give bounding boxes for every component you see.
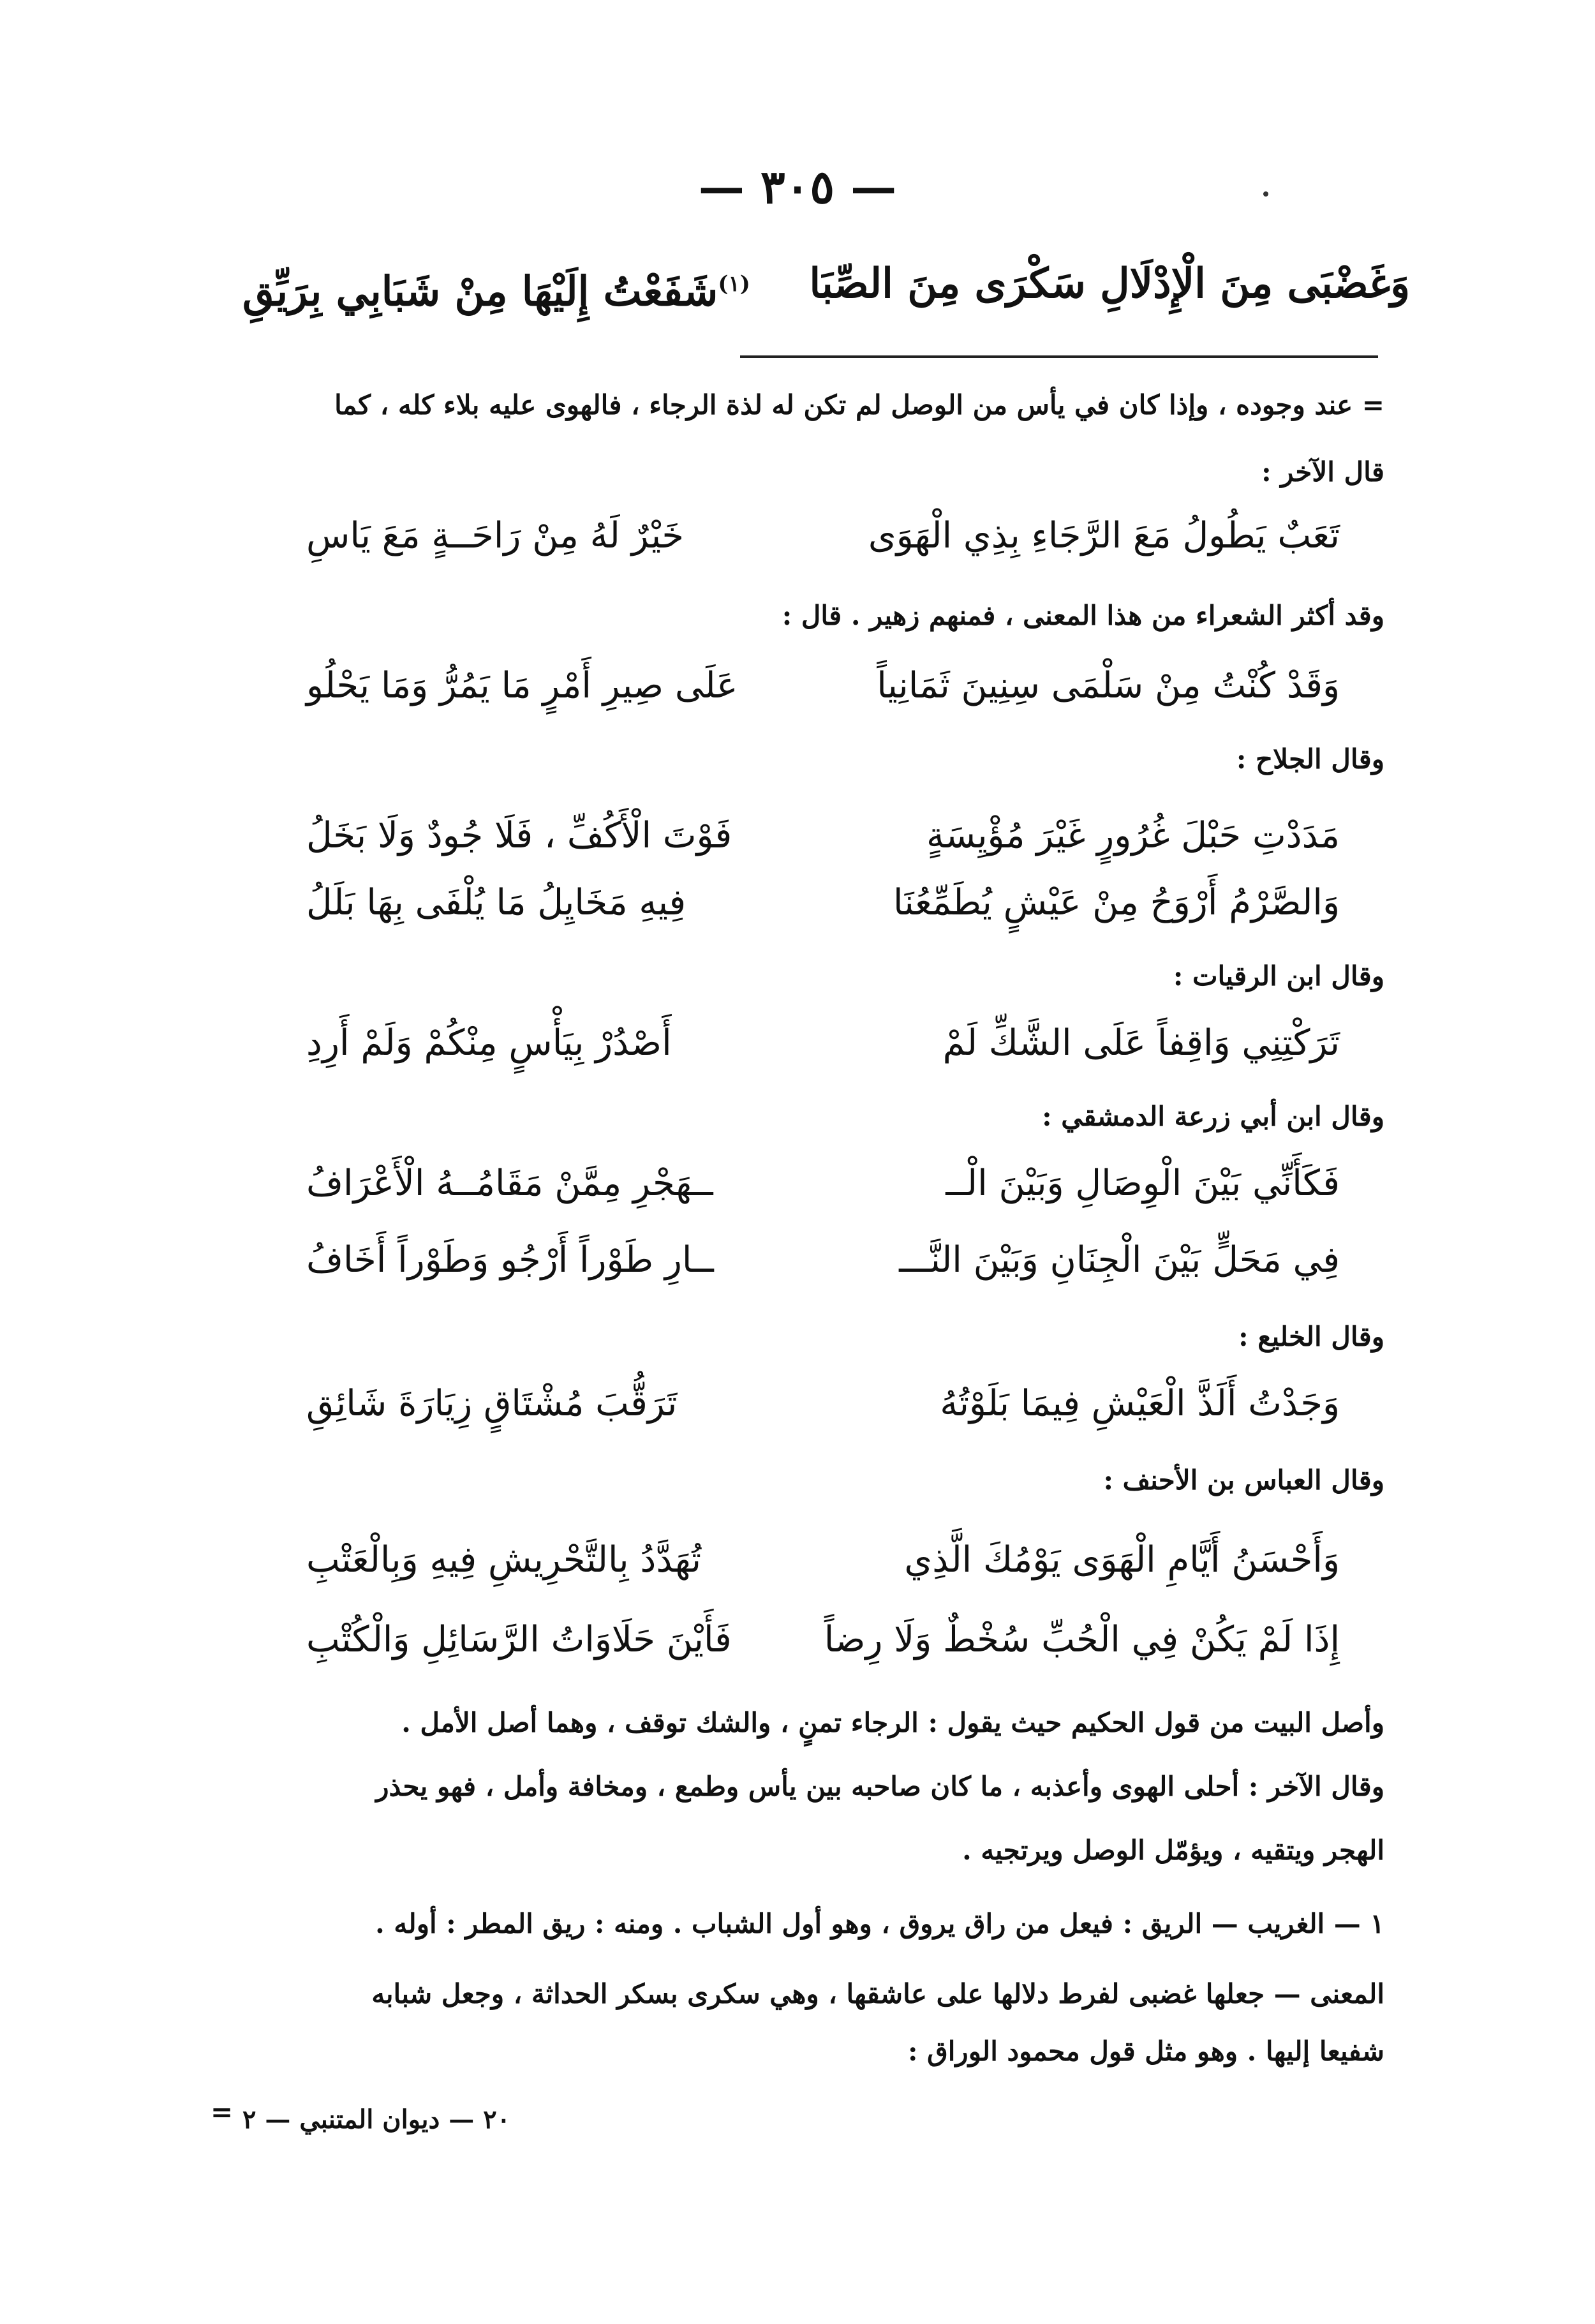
commentary-prose-line: = عند وجوده ، وإذا كان في يأس من الوصل لم تكن له لذة الرجاء ، فالهوى عليه بلاء كله ، كما <box>334 389 1384 421</box>
verse-second-hemistich: فِيهِ مَخَايِلُ مَا يُلْفَى بِهَا بَلَلُ <box>306 882 686 923</box>
verse-first-hemistich: وَقَدْ كُنْتُ مِنْ سَلْمَى سِنِينَ ثَمَانِياً <box>877 665 1340 706</box>
ink-dot <box>1263 191 1268 197</box>
commentary-prose-line: المعنى — جعلها غضبى لفرط دلالها على عاشقها ، وهي سكرى بسكر الحداثة ، وجعل شبابه <box>371 1978 1384 2009</box>
commentary-prose-line: وأصل البيت من قول الحكيم حيث يقول : الرجاء تمنٍ ، والشك توقف ، وهما أصل الأمل . <box>401 1707 1384 1738</box>
commentary-prose-line: وقال الخليع : <box>1238 1321 1384 1352</box>
main-verse-second-text: شَفَعْتُ إِلَيْهَا مِنْ شَبَابِي بِرَيِّقِ <box>242 267 718 316</box>
verse-second-hemistich: ــارِ طَوْراً أَرْجُو وَطَوْراً أَخَافُ <box>306 1239 714 1281</box>
commentary-prose-line: ١ — الغريب — الريق : فيعل من راق يروق ، وهو أول الشباب . ومنه : ريق المطر : أوله . <box>375 1908 1384 1939</box>
verse-second-hemistich: تَرَقُّبَ مُشْتَاقٍ زِيَارَةَ شَائِقِ <box>306 1383 678 1424</box>
verse-first-hemistich: وَأَحْسَنُ أَيَّامِ الْهَوَى يَوْمُكَ الَّذِي <box>904 1539 1340 1581</box>
verse-first-hemistich: تَرَكْتِنِي وَاقِفاً عَلَى الشَّكِّ لَمْ <box>942 1022 1340 1064</box>
verse-first-hemistich: وَالصَّرْمُ أَرْوَحُ مِنْ عَيْشٍ يُطَمِّعُنَا <box>893 882 1340 923</box>
verse-second-hemistich: أَصْدُرْ بِيَأْسٍ مِنْكُمْ وَلَمْ أَرِدِ <box>306 1022 672 1064</box>
separator-rule <box>740 355 1378 358</box>
commentary-prose-line: وقال العباس بن الأحنف : <box>1103 1464 1384 1496</box>
verse-second-hemistich: فَأَيْنَ حَلَاوَاتُ الرَّسَائِلِ وَالْكُتْبِ <box>306 1619 732 1660</box>
verse-first-hemistich: وَجَدْتُ أَلَذَّ الْعَيْشِ فِيمَا بَلَوْتُهُ <box>940 1383 1340 1424</box>
verse-second-hemistich: فَوْتَ الْأَكُفِّ ، فَلَا جُودٌ وَلَا بَخَلُ <box>306 815 732 856</box>
commentary-verse <box>306 1366 1340 1442</box>
commentary-verse <box>306 798 1340 874</box>
commentary-verse <box>306 1522 1340 1598</box>
footnote-marker: (١) <box>718 271 750 297</box>
verse-first-hemistich: مَدَدْتِ حَبْلَ غُرُورٍ غَيْرَ مُؤْيِسَةٍ <box>926 815 1340 856</box>
commentary-prose-line: قال الآخر : <box>1261 456 1384 488</box>
verse-first-hemistich: فِي مَحَلٍّ بَيْنَ الْجِنَانِ وَبَيْنَ النَّـــ <box>899 1239 1340 1281</box>
verse-second-hemistich: تُهَدَّدُ بِالتَّحْرِيشِ فِيهِ وَبِالْعَتْبِ <box>306 1539 702 1581</box>
commentary-prose-line: وقال الجلاح : <box>1236 743 1384 775</box>
main-verse-first-hemistich: وَغَضْبَى مِنَ الْإِدْلَالِ سَكْرَى مِنَ الصِّبَا <box>809 260 1410 308</box>
verse-first-hemistich: تَعَبٌ يَطُولُ مَعَ الرَّجَاءِ بِذِي الْهَوَى <box>868 515 1340 556</box>
main-verse <box>242 246 1410 322</box>
verse-second-hemistich: ــهَجْرِ مِمَّنْ مَقَامُــهُ الْأَعْرَافُ <box>306 1163 713 1204</box>
commentary-prose-line: وقال ابن أبي زرعة الدمشقي : <box>1042 1101 1384 1132</box>
commentary-verse <box>306 498 1340 574</box>
commentary-verse <box>306 1222 1340 1299</box>
commentary-prose-line: وقال الآخر : أحلى الهوى وأعذبه ، ما كان صاحبه بين يأس وطمع ، ومخافة وأمل ، فهو يحذر <box>376 1771 1384 1802</box>
commentary-verse <box>306 1145 1340 1222</box>
commentary-verse <box>306 1602 1340 1678</box>
main-verse-second-hemistich <box>242 246 750 330</box>
commentary-verse <box>306 865 1340 941</box>
page-footer: ٢٠ — ديوان المتنبي — ٢ <box>242 2104 511 2134</box>
verse-first-hemistich: إِذَا لَمْ يَكُنْ فِي الْحُبِّ سُخْطٌ وَلَا رِضاً <box>824 1619 1340 1660</box>
verse-first-hemistich: فَكَأَنِّي بَيْنَ الْوِصَالِ وَبَيْنَ الْــ <box>946 1163 1340 1204</box>
commentary-prose-line: وقد أكثر الشعراء من هذا المعنى ، فمنهم زهير . قال : <box>782 600 1384 631</box>
verse-second-hemistich: خَيْرٌ لَهُ مِنْ رَاحَــةٍ مَعَ يَاسِ <box>306 515 684 556</box>
page-number: — ٣٠٥ — <box>698 160 897 214</box>
commentary-verse <box>306 1005 1340 1082</box>
commentary-prose-line: وقال ابن الرقيات : <box>1173 960 1384 992</box>
commentary-prose-line: = <box>211 2096 234 2127</box>
commentary-verse <box>306 648 1340 724</box>
commentary-prose-line: الهجر ويتقيه ، ويؤمّل الوصل ويرتجيه . <box>962 1835 1384 1866</box>
commentary-prose-line: شفيعا إليها . وهو مثل قول محمود الوراق : <box>908 2036 1384 2067</box>
verse-second-hemistich: عَلَى صِيرِ أَمْرٍ مَا يَمُرُّ وَمَا يَحْلُو <box>306 665 738 706</box>
